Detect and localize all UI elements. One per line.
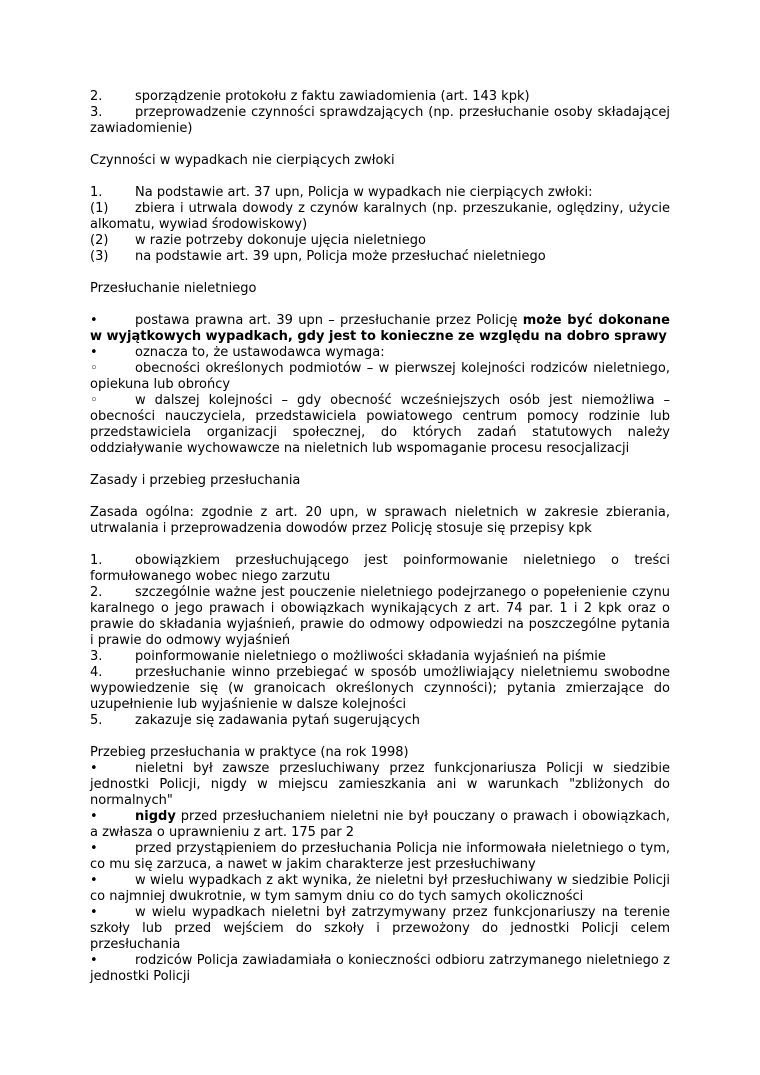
- list-item-text: Na podstawie art. 37 upn, Policja w wypadkach nie cierpiących zwłoki:: [135, 185, 593, 200]
- bold-text: nigdy: [135, 809, 176, 824]
- bullet-text: przed przesłuchaniem nieletni nie był pouczany o prawach i obowiązkach, a zwłasza o uprawnieniu z art. 175 par 2: [90, 809, 670, 840]
- list-marker: (1): [90, 201, 109, 216]
- sub-bullet-marker: ◦: [90, 361, 98, 376]
- list-item-text: poinformowanie nieletniego o możliwości składania wyjaśnień na piśmie: [135, 649, 606, 664]
- bullet-item: [90, 809, 670, 841]
- bullet-marker: •: [90, 345, 98, 360]
- bullet-item: [90, 953, 670, 985]
- bullet-text: rodziców Policja zawiadamiała o konieczności odbioru zatrzymanego nieletniego z jednostki Policji: [90, 953, 670, 984]
- list-marker: 1.: [90, 553, 103, 568]
- bullet-item: [90, 761, 670, 809]
- list-item: [90, 233, 670, 249]
- list-marker: 1.: [90, 185, 103, 200]
- list-item-text: sporządzenie protokołu z faktu zawiadomienia (art. 143 kpk): [135, 89, 530, 104]
- sub-bullet-marker: ◦: [90, 393, 98, 408]
- list-marker: 4.: [90, 665, 103, 680]
- bullet-marker: •: [90, 761, 98, 776]
- sub-bullet-item: [90, 361, 670, 393]
- list-item: [90, 105, 670, 137]
- list-item: [90, 649, 670, 665]
- bullet-marker: •: [90, 953, 98, 968]
- list-item-text: przeprowadzenie czynności sprawdzających (np. przesłuchanie osoby składającej zawiadomienie): [90, 105, 670, 136]
- bullet-marker: •: [90, 809, 98, 824]
- bullet-marker: •: [90, 313, 98, 328]
- paragraph: Zasada ogólna: zgodnie z art. 20 upn, w sprawach nieletnich w zakresie zbierania, utrwalania i przeprowadzenia dowodów przez Policję stosuje się przepisy kpk: [90, 505, 670, 536]
- bullet-item: [90, 841, 670, 873]
- list-marker: 3.: [90, 649, 103, 664]
- section-heading: Przesłuchanie nieletniego: [90, 281, 257, 296]
- list-item: [90, 585, 670, 649]
- list-item-text: obowiązkiem przesłuchującego jest poinformowanie nieletniego o treści formułowanego wobec niego zarzutu: [90, 553, 670, 584]
- list-marker: (3): [90, 249, 109, 264]
- bullet-text: obecności określonych podmiotów – w pierwszej kolejności rodziców nieletniego, opiekuna lub obrońcy: [90, 361, 670, 392]
- list-item-text: zakazuje się zadawania pytań sugerujących: [135, 713, 420, 728]
- bullet-item: [90, 873, 670, 905]
- bullet-marker: •: [90, 905, 98, 920]
- bold-text: może być dokonane w wyjątkowych wypadkach, gdy jest to konieczne ze względu na dobro sprawy: [90, 313, 670, 344]
- bullet-text: nieletni był zawsze przesluchiwany przez funkcjonariusza Policji w siedzibie jednostki Policji, nigdy w miejscu zamieszkania ani w warunkach "zbliżonych do normalnych": [90, 761, 670, 808]
- list-item: [90, 185, 670, 201]
- bullet-text: przed przystąpieniem do przesłuchania Policja nie informowała nieletniego o tym, co mu się zarzuca, a nawet w jakim charakterze jest przesłuchiwany: [90, 841, 670, 872]
- list-marker: 5.: [90, 713, 103, 728]
- bullet-item: [90, 905, 670, 953]
- list-item-text: zbiera i utrwala dowody z czynów karalnych (np. przeszukanie, oględziny, użycie alkomatu, wywiad środowiskowy): [90, 201, 670, 232]
- bullet-marker: •: [90, 841, 98, 856]
- list-marker: 3.: [90, 105, 103, 120]
- list-item-text: na podstawie art. 39 upn, Policja może przesłuchać nieletniego: [135, 249, 546, 264]
- bullet-text: w dalszej kolejności – gdy obecność wcześniejszych osób jest niemożliwa – obecności nauczyciela, przedstawiciela powiatowego centrum pomocy rodzinie lub przedstawiciela organizacji społecznej, do których zadań statutowych należy oddziaływanie wychowawcze na nieletnich lub wspomaganie procesu resocjalizacji: [90, 393, 670, 456]
- document-body: [90, 89, 670, 985]
- list-item-text: w razie potrzeby dokonuje ujęcia nieletniego: [135, 233, 426, 248]
- list-marker: 2.: [90, 585, 103, 600]
- list-item: [90, 553, 670, 585]
- list-item-text: przesłuchanie winno przebiegać w sposób umożliwiający nieletniemu swobodne wypowiedzenie się (w granoicach określonych czynności); pytania zmierzające do uzupełnienie lub wyjaśnienie w dalsze kolejności: [90, 665, 670, 712]
- bullet-text: w wielu wypadkach nieletni był zatrzymywany przez funkcjonariuszy na terenie szkoły lub przed wejściem do szkoły i przewożony do jednostki Policji celem przesłuchania: [90, 905, 670, 952]
- list-item: [90, 713, 670, 729]
- list-item: [90, 89, 670, 105]
- bullet-item: [90, 313, 670, 345]
- bullet-marker: •: [90, 873, 98, 888]
- section-heading: Czynności w wypadkach nie cierpiących zwłoki: [90, 153, 395, 168]
- list-marker: (2): [90, 233, 109, 248]
- sub-bullet-item: [90, 393, 670, 457]
- list-item: [90, 201, 670, 233]
- list-item: [90, 249, 670, 265]
- bullet-text: oznacza to, że ustawodawca wymaga:: [135, 345, 385, 360]
- list-marker: 2.: [90, 89, 103, 104]
- list-item: [90, 665, 670, 713]
- section-heading: Przebieg przesłuchania w praktyce (na rok 1998): [90, 745, 409, 760]
- section-heading: Zasady i przebieg przesłuchania: [90, 473, 301, 488]
- bullet-text: w wielu wypadkach z akt wynika, że nieletni był przesłuchiwany w siedzibie Policji co najmniej dwukrotnie, w tym samym dniu co do tych samych okoliczności: [90, 873, 670, 904]
- bullet-text: postawa prawna art. 39 upn – przesłuchanie przez Policję: [135, 313, 523, 328]
- bullet-item: [90, 345, 670, 361]
- list-item-text: szczególnie ważne jest pouczenie nieletniego podejrzanego o popełenienie czynu karalnego o jego prawach i obowiązkach wynikających z art. 74 par. 1 i 2 kpk oraz o prawie do składania wyjaśnień, prawie do odmowy odpowiedzi na poszczególne pytania i prawie do odmowy wyjaśnień: [90, 585, 670, 648]
